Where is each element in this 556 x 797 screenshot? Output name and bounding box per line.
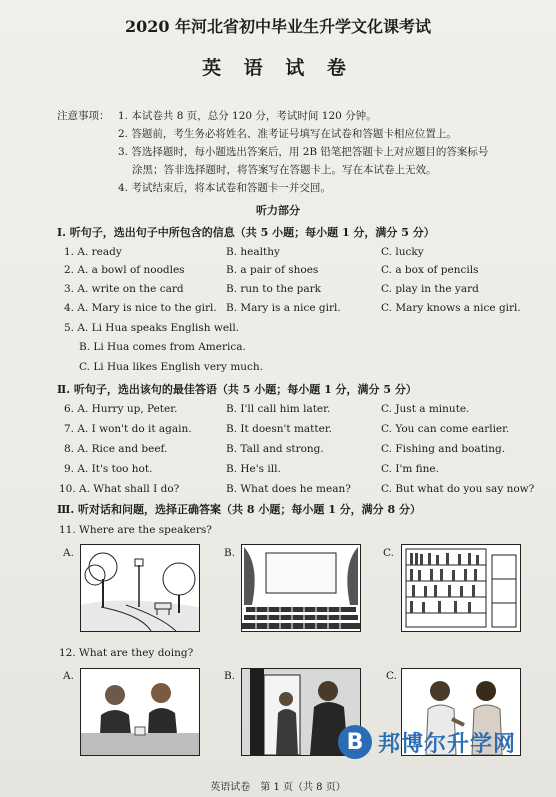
option: 1. A. ready: [64, 246, 122, 258]
option: B. a pair of shoes: [226, 264, 319, 276]
option: B. run to the park: [226, 283, 322, 295]
option: B. Li Hua comes from America.: [79, 341, 246, 353]
section3-title: Ⅲ. 听对话和问题，选择正确答案（共 8 小题；每小题 1 分，满分 8 分）: [57, 503, 421, 516]
option: C. I'm fine.: [381, 463, 439, 475]
notes-label: 注意事项：: [57, 110, 110, 122]
library-picture: [401, 544, 521, 632]
option: B. What does he mean?: [226, 483, 351, 495]
paper-title: 英 语 试 卷: [202, 57, 354, 79]
question-12: 12. What are they doing?: [59, 647, 194, 659]
option: C. But what do you say now?: [381, 483, 535, 495]
watermark-logo-icon: B: [338, 725, 372, 759]
section1-title: Ⅰ. 听句子，选出句子中所包含的信息（共 5 小题；每小题 1 分，满分 5 分）: [57, 226, 435, 239]
option: 4. A. Mary is nice to the girl.: [64, 302, 217, 314]
option: B. Tall and strong.: [226, 443, 324, 455]
option: 3. A. write on the card: [64, 283, 184, 295]
option: B. healthy: [226, 246, 280, 258]
option: 7. A. I won't do it again.: [64, 423, 192, 435]
option: 10. A. What shall I do?: [59, 483, 180, 495]
option: 5. A. Li Hua speaks English well.: [64, 322, 240, 334]
option: 6. A. Hurry up, Peter.: [64, 403, 178, 415]
option-label: C.: [383, 547, 394, 559]
note-item: 4. 考试结束后，将本试卷和答题卡一并交回。: [118, 182, 331, 194]
option: C. Li Hua likes English very much.: [79, 361, 264, 373]
note-item: 涂黑；答非选择题时，将答案写在答题卡上。写在本试卷上无效。: [132, 164, 437, 176]
option: C. Just a minute.: [381, 403, 470, 415]
option-label: A.: [63, 547, 74, 559]
option: C. Fishing and boating.: [381, 443, 506, 455]
question-11: 11. Where are the speakers?: [59, 524, 212, 536]
option: B. It doesn't matter.: [226, 423, 333, 435]
park-picture: [80, 544, 200, 632]
watermark-text: 邦博尔升学网: [378, 731, 517, 757]
option: C. Mary knows a nice girl.: [381, 302, 521, 314]
option: C. You can come earlier.: [381, 423, 510, 435]
watermark: [338, 725, 516, 759]
option: B. He's ill.: [226, 463, 281, 475]
option: 2. A. a bowl of noodles: [64, 264, 185, 276]
option: B. Mary is a nice girl.: [226, 302, 341, 314]
option: 8. A. Rice and beef.: [64, 443, 168, 455]
section2-title: Ⅱ. 听句子，选出该句的最佳答语（共 5 小题；每小题 1 分，满分 5 分）: [57, 383, 417, 396]
option-label: B.: [224, 547, 236, 559]
option: C. lucky: [381, 246, 424, 258]
option: 9. A. It's too hot.: [64, 463, 153, 475]
option-label: A.: [63, 670, 74, 682]
page-footer: 英语试卷 第 1 页（共 8 页）: [210, 782, 346, 793]
note-item: 3. 答选择题时，每小题选出答案后，用 2B 铅笔把答题卡上对应题目的答案标号: [118, 146, 489, 158]
option: C. a box of pencils: [381, 264, 479, 276]
option-label: B.: [224, 670, 236, 682]
cinema-picture: [241, 544, 361, 632]
exam-title: 2020 年河北省初中毕业生升学文化课考试: [124, 17, 432, 36]
listening-heading: 听力部分: [256, 204, 300, 217]
note-item: 2. 答题前，考生务必将姓名、准考证号填写在试卷和答题卡相应位置上。: [118, 128, 457, 140]
option-label: C.: [386, 670, 397, 682]
option: C. play in the yard: [381, 283, 479, 295]
people-at-table-picture: [80, 668, 200, 756]
option: B. I'll call him later.: [226, 403, 331, 415]
note-item: 1. 本试卷共 8 页，总分 120 分，考试时间 120 分钟。: [118, 110, 377, 122]
